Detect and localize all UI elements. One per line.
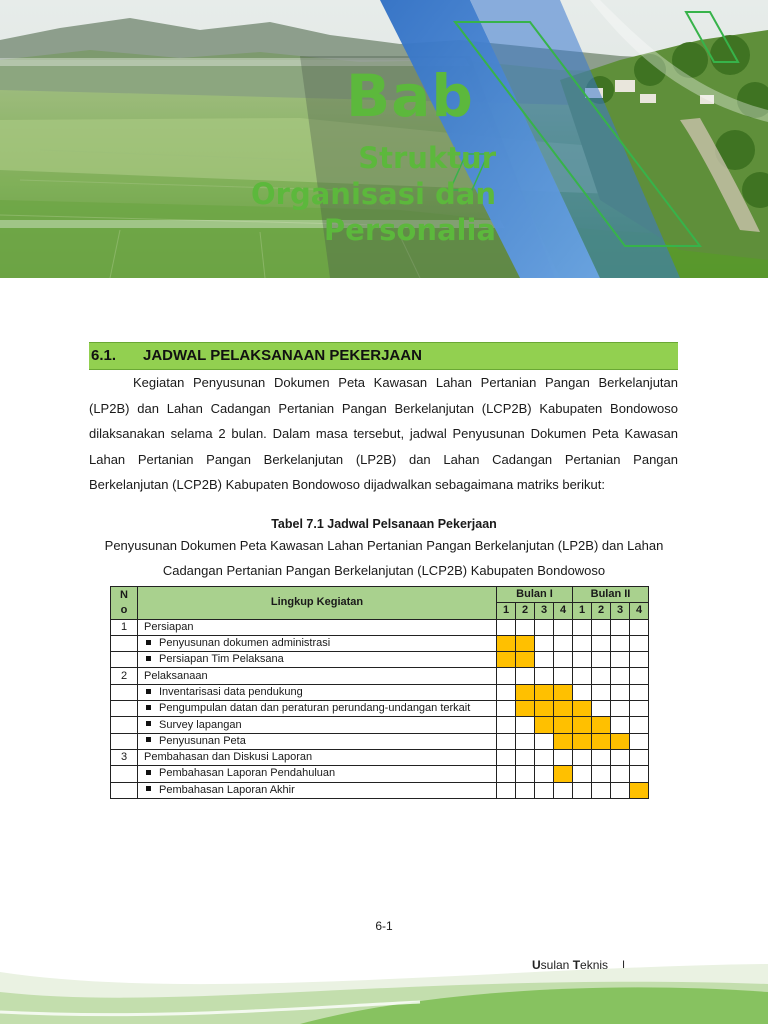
header-week: 2 — [516, 603, 535, 619]
section-title: JADWAL PELAKSANAAN PEKERJAAN — [143, 347, 422, 364]
activity-group — [138, 668, 497, 684]
row-number — [111, 717, 138, 733]
bullet-icon — [146, 770, 151, 775]
header-week: 4 — [630, 603, 649, 619]
schedule-cell — [516, 733, 535, 749]
footer-separator: | — [622, 958, 626, 972]
header-month-1: Bulan I — [497, 587, 573, 603]
page-number: 6-1 — [375, 919, 393, 933]
schedule-cell — [516, 749, 535, 765]
schedule-cell — [630, 684, 649, 700]
schedule-cell-active — [497, 652, 516, 668]
activity-label: Pembahasan Laporan Akhir — [159, 783, 295, 796]
activity-label: Pengumpulan datan dan peraturan perundang-undangan terkait — [159, 702, 471, 715]
schedule-cell — [535, 782, 554, 798]
schedule-cell-active — [516, 684, 535, 700]
schedule-cell — [497, 619, 516, 635]
schedule-cell — [535, 619, 554, 635]
schedule-cell — [592, 652, 611, 668]
schedule-cell-active — [516, 701, 535, 717]
header-week: 4 — [554, 603, 573, 619]
schedule-cell — [535, 766, 554, 782]
header-week: 2 — [592, 603, 611, 619]
bullet-icon — [146, 786, 151, 791]
schedule-cell — [592, 684, 611, 700]
schedule-cell — [611, 717, 630, 733]
header-row-months — [111, 587, 649, 603]
schedule-cell — [611, 652, 630, 668]
section-number: 6.1. — [91, 347, 117, 364]
schedule-cell — [573, 668, 592, 684]
schedule-cell — [497, 717, 516, 733]
schedule-cell — [573, 652, 592, 668]
section-heading — [89, 342, 678, 370]
schedule-cell — [630, 619, 649, 635]
bullet-icon — [146, 689, 151, 694]
table-row — [111, 701, 649, 717]
header-no — [111, 587, 138, 620]
schedule-cell — [497, 749, 516, 765]
schedule-cell-active — [535, 701, 554, 717]
row-number — [111, 766, 138, 782]
footer-wave-decoration — [0, 962, 768, 1024]
header-week: 1 — [573, 603, 592, 619]
activity-subitem — [138, 684, 497, 700]
schedule-cell — [630, 749, 649, 765]
schedule-cell-active — [573, 733, 592, 749]
schedule-cell-active — [611, 733, 630, 749]
activity-label: Pelaksanaan — [144, 669, 208, 682]
activity-subitem — [138, 701, 497, 717]
schedule-cell — [497, 701, 516, 717]
schedule-cell-active — [592, 733, 611, 749]
bullet-icon — [146, 656, 151, 661]
header-week: 1 — [497, 603, 516, 619]
schedule-cell — [573, 766, 592, 782]
activity-group — [138, 619, 497, 635]
row-number — [111, 652, 138, 668]
table-row — [111, 619, 649, 635]
schedule-cell — [516, 766, 535, 782]
schedule-cell-active — [535, 684, 554, 700]
table-row — [111, 684, 649, 700]
activity-label: Pembahasan Laporan Pendahuluan — [159, 767, 336, 780]
schedule-cell — [592, 749, 611, 765]
schedule-cell — [573, 619, 592, 635]
activity-label: Pembahasan dan Diskusi Laporan — [144, 751, 313, 764]
schedule-cell — [535, 733, 554, 749]
body-paragraph: Kegiatan Penyusunan Dokumen Peta Kawasan Lahan Pertanian Pangan Berkelanjutan (LP2B) dan Lahan Cadangan Pertanian Pangan Berkelanjutan (LCP2B) Kabupaten Bondowoso dilaksanakan selama 2 bulan. Dalam masa tersebut, jadwal Penyusunan Dokumen Peta Kawasan Lahan Pertanian Pangan Berkelanjutan (LP2B) dan Lahan Cadangan Pertanian Pangan Berkelanjutan (LCP2B) Kabupaten Bondowoso dijadwalkan sebagaimana matriks berikut: — [89, 375, 678, 493]
bullet-icon — [146, 640, 151, 645]
activity-subitem — [138, 766, 497, 782]
schedule-cell — [630, 733, 649, 749]
chapter-title: Struktur Organisasi dan Personalia — [251, 141, 496, 247]
schedule-cell — [497, 684, 516, 700]
footer-label-rest1: sulan — [540, 958, 573, 972]
row-number — [111, 684, 138, 700]
schedule-cell — [611, 684, 630, 700]
bullet-icon — [146, 737, 151, 742]
activity-label: Survey lapangan — [159, 718, 242, 731]
activity-subitem — [138, 733, 497, 749]
schedule-cell — [611, 766, 630, 782]
bullet-icon — [146, 705, 151, 710]
row-number: 1 — [111, 619, 138, 635]
header-activity: Lingkup Kegiatan — [138, 587, 497, 620]
bullet-icon — [146, 721, 151, 726]
activity-subitem — [138, 635, 497, 651]
schedule-cell — [554, 635, 573, 651]
schedule-cell-active — [573, 717, 592, 733]
schedule-cell — [611, 782, 630, 798]
activity-subitem — [138, 782, 497, 798]
schedule-cell — [611, 668, 630, 684]
table-row — [111, 668, 649, 684]
activity-label: Penyusunan dokumen administrasi — [159, 637, 331, 650]
activity-group — [138, 749, 497, 765]
schedule-cell — [554, 668, 573, 684]
table-row — [111, 733, 649, 749]
schedule-cell — [554, 652, 573, 668]
header-no-line2: o — [120, 603, 128, 616]
schedule-cell — [497, 766, 516, 782]
table-row — [111, 635, 649, 651]
schedule-cell — [516, 619, 535, 635]
schedule-body — [111, 619, 649, 798]
schedule-cell — [611, 635, 630, 651]
schedule-cell — [535, 749, 554, 765]
schedule-cell — [611, 749, 630, 765]
table-row — [111, 782, 649, 798]
footer-label-rest2: eknis — [580, 958, 609, 972]
activity-subitem — [138, 652, 497, 668]
schedule-cell — [592, 619, 611, 635]
schedule-cell-active — [554, 717, 573, 733]
schedule-cell — [592, 635, 611, 651]
header-banner — [0, 0, 768, 278]
schedule-cell-active — [535, 717, 554, 733]
table-caption-subtitle: Penyusunan Dokumen Peta Kawasan Lahan Pertanian Pangan Berkelanjutan (LP2B) dan Lahan Cadangan Pertanian Pangan Berkelanjutan (LCP2B) Kabupaten Bondowoso — [104, 538, 664, 578]
activity-subitem — [138, 717, 497, 733]
schedule-cell — [592, 766, 611, 782]
activity-label: Inventarisasi data pendukung — [159, 685, 303, 698]
schedule-cell — [535, 635, 554, 651]
schedule-cell — [630, 717, 649, 733]
schedule-cell-active — [592, 717, 611, 733]
schedule-cell — [554, 619, 573, 635]
schedule-cell — [497, 668, 516, 684]
schedule-cell — [516, 717, 535, 733]
schedule-cell-active — [554, 701, 573, 717]
row-number — [111, 733, 138, 749]
table-row — [111, 749, 649, 765]
row-number — [111, 782, 138, 798]
row-number: 3 — [111, 749, 138, 765]
schedule-cell-active — [554, 733, 573, 749]
schedule-cell — [573, 749, 592, 765]
schedule-cell-active — [497, 635, 516, 651]
footer-label-t: T — [572, 958, 581, 972]
table-caption-title: Tabel 7.1 Jadwal Pelsanaan Pekerjaan — [271, 517, 497, 531]
schedule-cell — [592, 782, 611, 798]
schedule-cell — [554, 749, 573, 765]
schedule-cell — [497, 782, 516, 798]
schedule-cell — [516, 668, 535, 684]
schedule-cell — [497, 733, 516, 749]
schedule-cell — [630, 668, 649, 684]
schedule-cell — [573, 635, 592, 651]
schedule-cell — [611, 619, 630, 635]
table-row — [111, 717, 649, 733]
schedule-cell — [592, 668, 611, 684]
schedule-cell-active — [630, 782, 649, 798]
header-week: 3 — [535, 603, 554, 619]
schedule-cell-active — [573, 701, 592, 717]
activity-label: Persiapan Tim Pelaksana — [159, 653, 284, 666]
row-number — [111, 701, 138, 717]
activity-label: Penyusunan Peta — [159, 734, 246, 747]
schedule-cell — [516, 782, 535, 798]
schedule-cell — [630, 766, 649, 782]
schedule-cell — [611, 701, 630, 717]
schedule-cell-active — [516, 635, 535, 651]
chapter-label: Bab — [346, 62, 474, 130]
schedule-cell — [630, 701, 649, 717]
row-number: 2 — [111, 668, 138, 684]
schedule-table — [110, 586, 649, 799]
schedule-cell-active — [516, 652, 535, 668]
activity-label: Persiapan — [144, 620, 194, 633]
schedule-cell — [573, 782, 592, 798]
row-number — [111, 635, 138, 651]
header-week: 3 — [611, 603, 630, 619]
header-no-line1: N — [120, 588, 128, 601]
schedule-cell — [535, 652, 554, 668]
schedule-cell — [535, 668, 554, 684]
table-row — [111, 766, 649, 782]
schedule-cell-active — [554, 684, 573, 700]
table-row — [111, 652, 649, 668]
schedule-cell — [554, 782, 573, 798]
schedule-cell — [573, 684, 592, 700]
schedule-cell — [592, 701, 611, 717]
schedule-cell-active — [554, 766, 573, 782]
schedule-cell — [630, 652, 649, 668]
header-month-2: Bulan II — [573, 587, 649, 603]
footer-label-u: U — [532, 958, 541, 972]
schedule-cell — [630, 635, 649, 651]
